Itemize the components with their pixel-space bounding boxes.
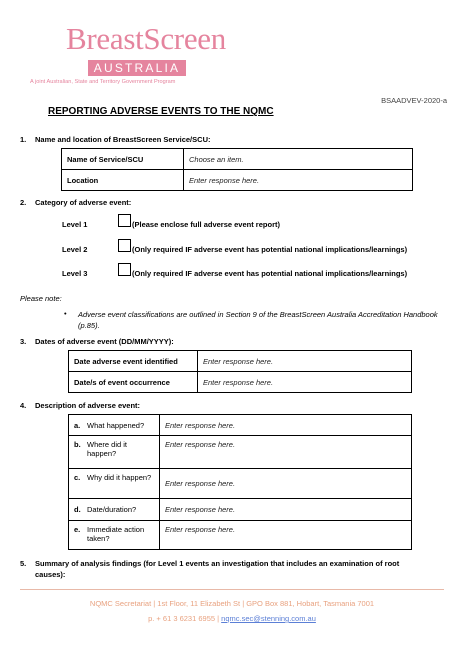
service-dropdown[interactable]: Choose an item.	[184, 149, 413, 170]
table-row	[69, 499, 412, 521]
level-2-label: Level 2	[62, 245, 88, 254]
level-3-checkbox[interactable]	[118, 263, 131, 276]
footer-address: NQMC Secretariat | 1st Floor, 11 Elizabeth St | GPO Box 881, Hobart, Tasmania 7001	[89, 599, 375, 608]
q4-question: Where did it happen?	[87, 440, 128, 458]
logo-tagline: A joint Australian, State and Territory Government Program	[30, 79, 176, 85]
q1-label-location: Location	[62, 170, 184, 191]
date-identified-field[interactable]: Enter response here.	[198, 351, 412, 372]
bullet-icon: •	[64, 309, 67, 318]
q4-question: What happened?	[87, 420, 145, 430]
q1-text: Name and location of BreastScreen Service/SCU:	[35, 135, 211, 144]
level-2-checkbox[interactable]	[118, 239, 131, 252]
q4-letter: b.	[74, 440, 81, 449]
q4-text: Description of adverse event:	[35, 401, 141, 410]
footer-contact	[0, 614, 464, 623]
table-row	[62, 170, 413, 191]
q1-label-service: Name of Service/SCU	[62, 149, 184, 170]
table-row	[62, 149, 413, 170]
table-row	[69, 521, 412, 550]
q5-text-line1: Summary of analysis findings (for Level 1 events an investigation that includes an examination of root	[35, 559, 400, 568]
level-1-checkbox[interactable]	[118, 214, 131, 227]
what-happened-field[interactable]: Enter response here.	[160, 415, 412, 436]
date-duration-field[interactable]: Enter response here.	[160, 499, 412, 521]
note-header: Please note:	[20, 294, 62, 303]
q4-question: Immediate action taken?	[87, 525, 145, 543]
q4-label-d	[69, 499, 160, 521]
q4-number: 4.	[20, 401, 27, 410]
q4-letter: a.	[74, 420, 81, 430]
q4-letter: c.	[74, 473, 81, 482]
q4-label-e	[69, 521, 160, 550]
level-1-label: Level 1	[62, 220, 88, 229]
page-title: REPORTING ADVERSE EVENTS TO THE NQMC	[48, 106, 274, 117]
q3-number: 3.	[20, 337, 27, 346]
location-field[interactable]: Enter response here.	[184, 170, 413, 191]
note-text: Adverse event classifications are outlined in Section 9 of the BreastScreen Australia Accreditation Handbook (p.85).	[78, 310, 438, 330]
footer-divider	[20, 589, 444, 590]
q2-number: 2.	[20, 198, 27, 207]
q5-text-line2: causes):	[35, 570, 66, 579]
logo-band: AUSTRALIA	[88, 60, 186, 76]
q1-table	[61, 148, 413, 191]
q3-table	[68, 350, 412, 393]
footer-email-link[interactable]: nqmc.sec@stenning.com.au	[221, 614, 316, 623]
q4-label-c	[69, 469, 160, 499]
document-reference: BSAADVEV-2020-a	[381, 96, 447, 105]
level-2-note: (Only required IF adverse event has potential national implications/learnings)	[132, 245, 408, 254]
q4-letter: e.	[74, 525, 81, 534]
footer-phone: p. + 61 3 6231 6955 |	[148, 614, 220, 623]
table-row	[69, 372, 412, 393]
q1-number: 1.	[20, 135, 27, 144]
level-1-note: (Please enclose full adverse event report)	[132, 220, 280, 229]
q4-table	[68, 414, 412, 550]
table-row	[69, 351, 412, 372]
table-row	[69, 436, 412, 469]
q2-text: Category of adverse event:	[35, 198, 132, 207]
immediate-action-field[interactable]: Enter response here.	[160, 521, 412, 550]
date-occurrence-field[interactable]: Enter response here.	[198, 372, 412, 393]
q5-number: 5.	[20, 559, 27, 568]
level-3-note: (Only required IF adverse event has potential national implications/learnings)	[132, 269, 408, 278]
table-row	[69, 415, 412, 436]
level-3-label: Level 3	[62, 269, 88, 278]
q3-text: Dates of adverse event (DD/MM/YYYY):	[35, 337, 174, 346]
table-row	[69, 469, 412, 499]
q3-label-occurrence: Date/s of event occurrence	[69, 372, 198, 393]
q4-question: Why did it happen?	[87, 473, 152, 482]
logo-wordmark: BreastScreen	[66, 21, 226, 56]
where-happened-field[interactable]: Enter response here.	[160, 436, 412, 469]
why-happened-field[interactable]: Enter response here.	[160, 469, 412, 499]
q4-question: Date/duration?	[87, 505, 137, 514]
q4-letter: d.	[74, 505, 81, 514]
q3-label-identified: Date adverse event identified	[69, 351, 198, 372]
q4-label-a	[69, 415, 160, 436]
q4-label-b	[69, 436, 160, 469]
